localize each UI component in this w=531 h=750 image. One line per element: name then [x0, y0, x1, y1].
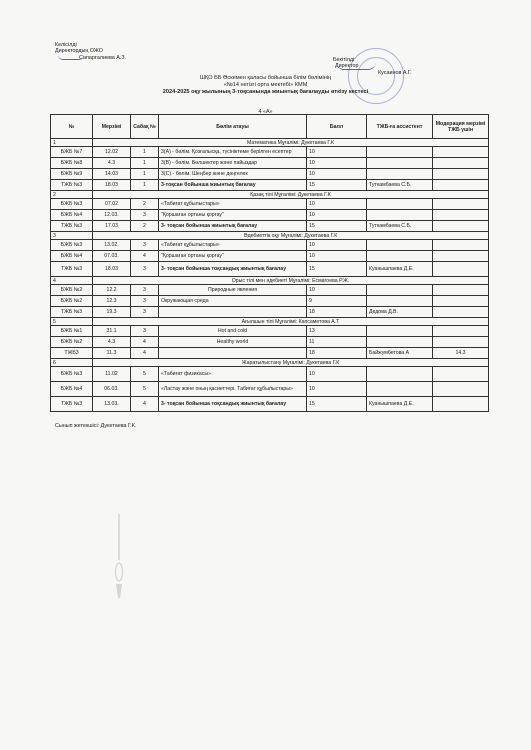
lesson-number: 1	[131, 169, 159, 180]
assessment-type: ТЖБ №3	[51, 262, 93, 277]
assessment-date: 17.03	[93, 221, 131, 232]
assessment-schedule-table	[50, 114, 489, 412]
assessment-date: 11.02	[93, 367, 131, 382]
assistant-name	[367, 210, 433, 221]
assistant-name: Дедова Д.В.	[367, 307, 433, 318]
score: 15	[307, 397, 367, 412]
table-row	[51, 169, 489, 180]
subject-group-row	[51, 191, 489, 199]
approval-left-line3: Сапарғалиева А.З.	[79, 54, 127, 61]
assessment-date: 12.2	[93, 285, 131, 296]
score: 9	[307, 296, 367, 307]
group-number: 4	[51, 277, 93, 285]
assessment-date: 4.3	[93, 337, 131, 348]
moderation-date	[433, 382, 489, 397]
subject-teacher: Әдебиеттік оқу Мұғалімі: Дукетаева Г.К	[93, 232, 489, 240]
signature-right	[336, 62, 376, 70]
moderation-date	[433, 337, 489, 348]
assessment-date: 12.02	[93, 147, 131, 158]
approval-right-line3: Кусаинов А.Г.	[378, 69, 412, 76]
section-name: 3-тоқсан бойынша жиынтық бағалау	[159, 180, 307, 191]
col-header-assistant: ТЖБ-ға ассистент	[367, 115, 433, 139]
score: 10	[307, 240, 367, 251]
moderation-date	[433, 307, 489, 318]
score: 15	[307, 262, 367, 277]
assistant-name	[367, 337, 433, 348]
table-row	[51, 199, 489, 210]
col-header-number: №	[51, 115, 93, 139]
subject-group-row	[51, 359, 489, 367]
table-row	[51, 326, 489, 337]
assistant-name	[367, 147, 433, 158]
lesson-number: 2	[131, 199, 159, 210]
class-teacher-line: Сынып жетекшісі: Дукетаева Г.К.	[55, 423, 137, 429]
moderation-date	[433, 158, 489, 169]
section-name: Природные явления	[159, 285, 307, 296]
assessment-date: 07.02	[93, 199, 131, 210]
assistant-name	[367, 240, 433, 251]
lesson-number: 1	[131, 158, 159, 169]
assistant-name	[367, 296, 433, 307]
approval-right-line1: Бекітілді	[333, 57, 355, 63]
assessment-type: ТЖБ №3	[51, 221, 93, 232]
col-header-date: Мерзімі	[93, 115, 131, 139]
table-row	[51, 262, 489, 277]
score: 15	[307, 180, 367, 191]
table-row	[51, 180, 489, 191]
assistant-name	[367, 199, 433, 210]
moderation-date	[433, 367, 489, 382]
subject-teacher: Математика Мұғалімі: Дүкетаева Г.К	[93, 139, 489, 147]
assessment-date: 31.1	[93, 326, 131, 337]
moderation-date	[433, 147, 489, 158]
table-row	[51, 397, 489, 412]
assessment-type: БЖБ №3	[51, 199, 93, 210]
assessment-type: БЖБ №1	[51, 326, 93, 337]
group-number: 3	[51, 232, 93, 240]
moderation-date	[433, 180, 489, 191]
lesson-number: 3	[131, 262, 159, 277]
moderation-date	[433, 240, 489, 251]
assistant-name	[367, 169, 433, 180]
section-name	[159, 307, 307, 318]
scan-artifact-mark	[112, 512, 126, 602]
lesson-number: 4	[131, 251, 159, 262]
table-row	[51, 307, 489, 318]
table-row	[51, 210, 489, 221]
approval-left-line2: Директордың ОЖО	[55, 48, 103, 55]
score: 18	[307, 348, 367, 359]
subject-teacher: Қазақ тілі Мұғалімі: Дукетаева Г.К	[93, 191, 489, 199]
subject-teacher: Жаратылыстану Мұғалімі: Дукетаева Г.К	[93, 359, 489, 367]
subject-group-row	[51, 139, 489, 147]
assessment-type: БЖБ №2	[51, 285, 93, 296]
moderation-date	[433, 285, 489, 296]
lesson-number: 3	[131, 296, 159, 307]
assessment-type: БЖБ №3	[51, 367, 93, 382]
lesson-number: 5	[131, 382, 159, 397]
assessment-type: БЖБ №9	[51, 169, 93, 180]
lesson-number: 3	[131, 326, 159, 337]
approval-left-line1: Келісілді	[55, 42, 77, 48]
section-name: 3- тоқсан бойынша тоқсандық жиынтық бағалау	[159, 397, 307, 412]
col-header-section: Бөлім атауы	[159, 115, 307, 139]
title-line3: 2024-2025 оқу жылының 3-тоқсанында жиынтық бағалауды өткізу кестесі	[162, 89, 369, 95]
lesson-number: 4	[131, 337, 159, 348]
col-header-lesson: Сабақ №	[131, 115, 159, 139]
assessment-date: 14.03	[93, 169, 131, 180]
assistant-name: Куанышпаева Д.Е.	[367, 262, 433, 277]
assessment-date: 12.03.	[93, 210, 131, 221]
subject-teacher: Ағылшын тілі Мұғалімі: Капсаметова А.Т	[93, 318, 489, 326]
assistant-name: Байжумбетова А	[367, 348, 433, 359]
assessment-type: ТЖБ №3	[51, 180, 93, 191]
assistant-name	[367, 367, 433, 382]
table-row	[51, 147, 489, 158]
section-name	[159, 348, 307, 359]
assessment-date: 18.03	[93, 262, 131, 277]
subject-teacher: Орыс тілі мен әдебиеті Мұғалімі: Есмагоева Р.Ж.	[93, 277, 489, 285]
moderation-date: 14.3	[433, 348, 489, 359]
document-title	[0, 75, 531, 96]
moderation-date	[433, 210, 489, 221]
table-row	[51, 221, 489, 232]
section-name: «Табиғат құбылыстары»	[159, 199, 307, 210]
class-label: 4 «А»	[258, 109, 273, 115]
assessment-type: БЖБ №3	[51, 240, 93, 251]
moderation-date	[433, 221, 489, 232]
title-line1: ШҚО ББ Өскемен қаласы бойынша білім бөлімінің	[199, 75, 332, 81]
section-name: 3(В) - бөлім. Бөлшектер және пайыздар	[159, 158, 307, 169]
section-name: Hot and cold	[159, 326, 307, 337]
assistant-name	[367, 382, 433, 397]
lesson-number: 3	[131, 210, 159, 221]
subject-group-row	[51, 232, 489, 240]
assessment-type: БЖБ №8	[51, 158, 93, 169]
assessment-type: БЖБ №4	[51, 251, 93, 262]
assessment-type: ТЖБ3	[51, 348, 93, 359]
section-name: Healthy world	[159, 337, 307, 348]
moderation-date	[433, 326, 489, 337]
score: 10	[307, 169, 367, 180]
section-name: 3(А) - бөлім. Қозғалысқа, түсініктеме берілген есептер	[159, 147, 307, 158]
assistant-name	[367, 251, 433, 262]
assessment-date: 11.3	[93, 348, 131, 359]
lesson-number: 4	[131, 348, 159, 359]
score: 18	[307, 307, 367, 318]
section-name: 3- тоқсан бойынша тоқсандық жиынтық бағалау	[159, 262, 307, 277]
moderation-date	[433, 296, 489, 307]
moderation-date	[433, 262, 489, 277]
assistant-name	[367, 326, 433, 337]
group-number: 5	[51, 318, 93, 326]
table-row	[51, 296, 489, 307]
section-name: «Табиғат физикасы»	[159, 367, 307, 382]
assessment-date: 06.03.	[93, 382, 131, 397]
score: 10	[307, 285, 367, 296]
score: 11	[307, 337, 367, 348]
lesson-number: 3	[131, 307, 159, 318]
approval-right-line2: Директор	[335, 63, 359, 70]
lesson-number: 3	[131, 240, 159, 251]
table-row	[51, 285, 489, 296]
score: 10	[307, 199, 367, 210]
table-row	[51, 158, 489, 169]
assistant-name	[367, 285, 433, 296]
assessment-date: 4.3	[93, 158, 131, 169]
table-header-row	[51, 115, 489, 139]
table-row	[51, 240, 489, 251]
title-line2: «№14 негізгі орта мектебі» КММ	[223, 82, 308, 88]
assistant-name	[367, 158, 433, 169]
score: 10	[307, 251, 367, 262]
assessment-date: 19.3	[93, 307, 131, 318]
score: 13	[307, 326, 367, 337]
assessment-date: 07.03.	[93, 251, 131, 262]
signature-left	[58, 55, 84, 60]
score: 10	[307, 210, 367, 221]
assessment-date: 18.03	[93, 180, 131, 191]
assessment-type: БЖБ №2	[51, 296, 93, 307]
section-name: «Ластау және оның қасиеттері. Табиғат құбылыстары»	[159, 382, 307, 397]
lesson-number: 2	[131, 221, 159, 232]
assessment-date: 12.3	[93, 296, 131, 307]
section-name: 3(С) - бөлім. Шеңбер және дөңгелек	[159, 169, 307, 180]
assessment-type: ТЖБ №3	[51, 397, 93, 412]
col-header-moderation: Модерация мерзімі ТЖБ үшін	[433, 115, 489, 139]
assessment-date: 13.03.	[93, 397, 131, 412]
table-body	[51, 139, 489, 412]
section-name: "Қоршаған ортаны қорғау"	[159, 251, 307, 262]
table-row	[51, 251, 489, 262]
section-name: 3- тоқсан бойынша жиынтық бағалау	[159, 221, 307, 232]
assessment-type: БЖБ №4	[51, 210, 93, 221]
section-name: Окружающая среда	[159, 296, 307, 307]
group-number: 2	[51, 191, 93, 199]
subject-group-row	[51, 277, 489, 285]
lesson-number: 1	[131, 147, 159, 158]
moderation-date	[433, 397, 489, 412]
table-row	[51, 382, 489, 397]
table-row	[51, 367, 489, 382]
assistant-name: Туткамбаева С.Б.	[367, 221, 433, 232]
table-row	[51, 337, 489, 348]
lesson-number: 3	[131, 285, 159, 296]
moderation-date	[433, 199, 489, 210]
assistant-name: Куанышпаева Д.Е.	[367, 397, 433, 412]
group-number: 1	[51, 139, 93, 147]
assistant-name: Туткамбаева С.Б.	[367, 180, 433, 191]
moderation-date	[433, 251, 489, 262]
section-name: "Қоршаған ортаны қорғау"	[159, 210, 307, 221]
score: 10	[307, 367, 367, 382]
section-name: «Табиғат құбылыстары»	[159, 240, 307, 251]
assessment-type: ТЖБ №3	[51, 307, 93, 318]
group-number: 6	[51, 359, 93, 367]
lesson-number: 4	[131, 397, 159, 412]
assessment-type: БЖБ №7	[51, 147, 93, 158]
col-header-score: Балл	[307, 115, 367, 139]
score: 10	[307, 147, 367, 158]
lesson-number: 5	[131, 367, 159, 382]
moderation-date	[433, 169, 489, 180]
score: 15	[307, 221, 367, 232]
assessment-type: БЖБ №4	[51, 382, 93, 397]
score: 10	[307, 158, 367, 169]
assessment-date: 13.02.	[93, 240, 131, 251]
subject-group-row	[51, 318, 489, 326]
assessment-type: БЖБ №2	[51, 337, 93, 348]
table-row	[51, 348, 489, 359]
lesson-number: 1	[131, 180, 159, 191]
score: 10	[307, 382, 367, 397]
